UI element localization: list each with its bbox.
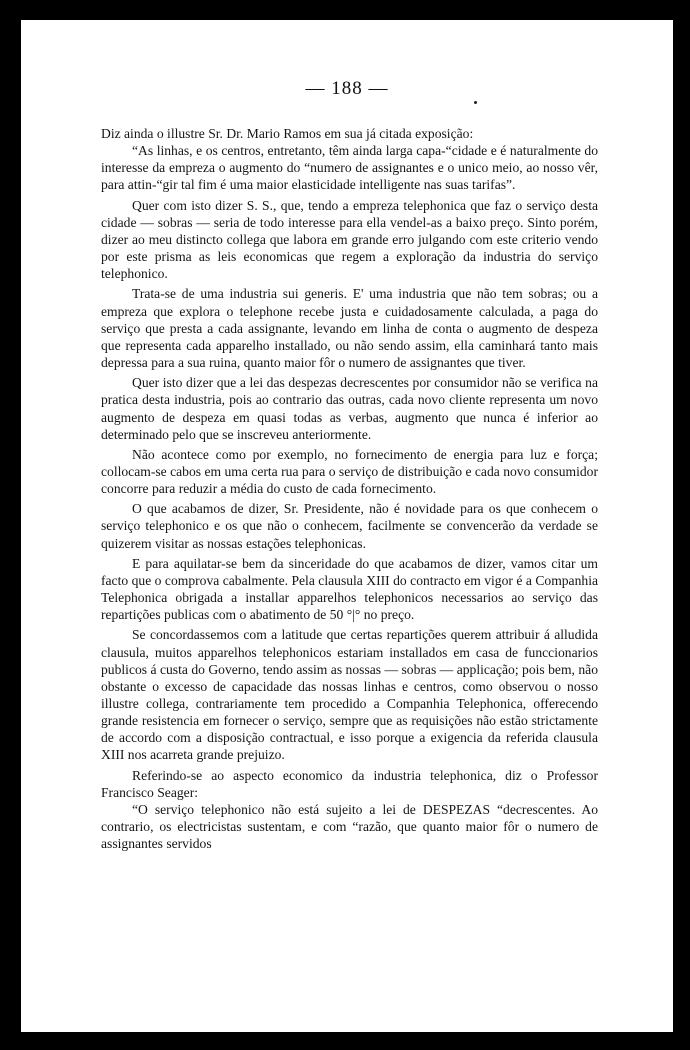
paragraph-clausula: E para aquilatar-se bem da sinceridade do que acabamos de dizer, vamos citar um facto que o comprova cabalmente. Pela clausula XIII do contracto em vigor é a Companhia Telephonica obrigada a installar apparelhos telephonicos necessarios ao serviço das repartições publicas com o abatimento de 50 °|° no preço. — [101, 555, 598, 623]
paragraph-sobras: Quer com isto dizer S. S., que, tendo a empreza telephonica que faz o serviço desta cidade — sobras — seria de todo interesse para ella vendel-as a baixo preço. Sinto porém, dizer ao meu distincto collega que labora em grande erro julgando com este criterio vendo por este prisma as leis economicas que regem a exploração da industria do serviço telephonico. — [101, 197, 598, 282]
paragraph-seager-quote: “O serviço telephonico não está sujeito a lei de DESPEZAS “decrescentes. Ao contrario, os electricistas sustentam, e com “razão, que quanto maior fôr o numero de assignantes servidos — [101, 801, 598, 852]
paragraph-sui-generis: Trata-se de uma industria sui generis. E' uma industria que não tem sobras; ou a empreza que explora o telephone recebe justa e cuidadosamente calculada, a paga do serviço que presta a cada assignante, levando em linha de conta o augmento de despeza que representa cada apparelho installado, ou não sendo assim, ella caminhará tanto mais depressa para a sua ruina, quanto maior fôr o numero de assignantes que tiver. — [101, 286, 598, 371]
page-number: — 188 — — [305, 78, 389, 99]
paragraph-novidade: O que acabamos de dizer, Sr. Presidente, não é novidade para os que conhecem o serviço telephonico e os que não o conhecem, facilmente se convencerão da verdade se quizerem visitar as nossas estações telephonicas. — [101, 501, 598, 551]
paragraph-energia: Não acontece como por exemplo, no fornecimento de energia para luz e força; collocam-se cabos em uma certa rua para o serviço de distribuição e cada novo consumidor concorre para reduzir a média do custo de cada fornecimento. — [101, 446, 598, 497]
paragraph-despezas: Quer isto dizer que a lei das despezas decrescentes por consumidor não se verifica na pratica desta industria, pois ao contrario das outras, cada novo cliente representa um novo augmento de despeza em quasi todas as verbas, augmento que nunca é inferior ao determinado pelo que se inscreveu anteriormente. — [101, 375, 598, 442]
paragraph-intro: Diz ainda o illustre Sr. Dr. Mario Ramos em sua já citada exposição: — [101, 126, 474, 141]
paragraph-latitude: Se concordassemos com a latitude que certas repartições querem attribuir á alludida clausula, muitos apparelhos telephonicos estariam installados em casa de funccionarios publicos á custa do Governo, tendo assim as nossas — sobras — applicação; pois bem, não obstante o excesso de capacidade das nossas linhas e centros, como observou o nosso illustre collega, contrariamente tem procedido a Companhia Telephonica, offerecendo grande resistencia em fornecer o serviço, sempre que as requisições não estão strictamente de accordo com a disposição contractual, e isso porque a exigencia da referida clausula XIII nos acarreta grande prejuizo. — [101, 627, 598, 763]
body-text — [101, 125, 598, 852]
paragraph-seager-intro: Referindo-se ao aspecto economico da industria telephonica, diz o Professor Francisco Seager: — [101, 767, 598, 800]
paragraph-quote-ramos: “As linhas, e os centros, entretanto, têm ainda larga capa-“cidade e é naturalmente do interesse da empreza o augmento do “numero de assignantes e o unico meio, ao nosso vêr, para attin-“gir tal fim é uma maior elasticidade intelligente nas suas tarifas”. — [101, 143, 598, 193]
book-page — [21, 20, 673, 1032]
ink-speck — [474, 101, 477, 104]
